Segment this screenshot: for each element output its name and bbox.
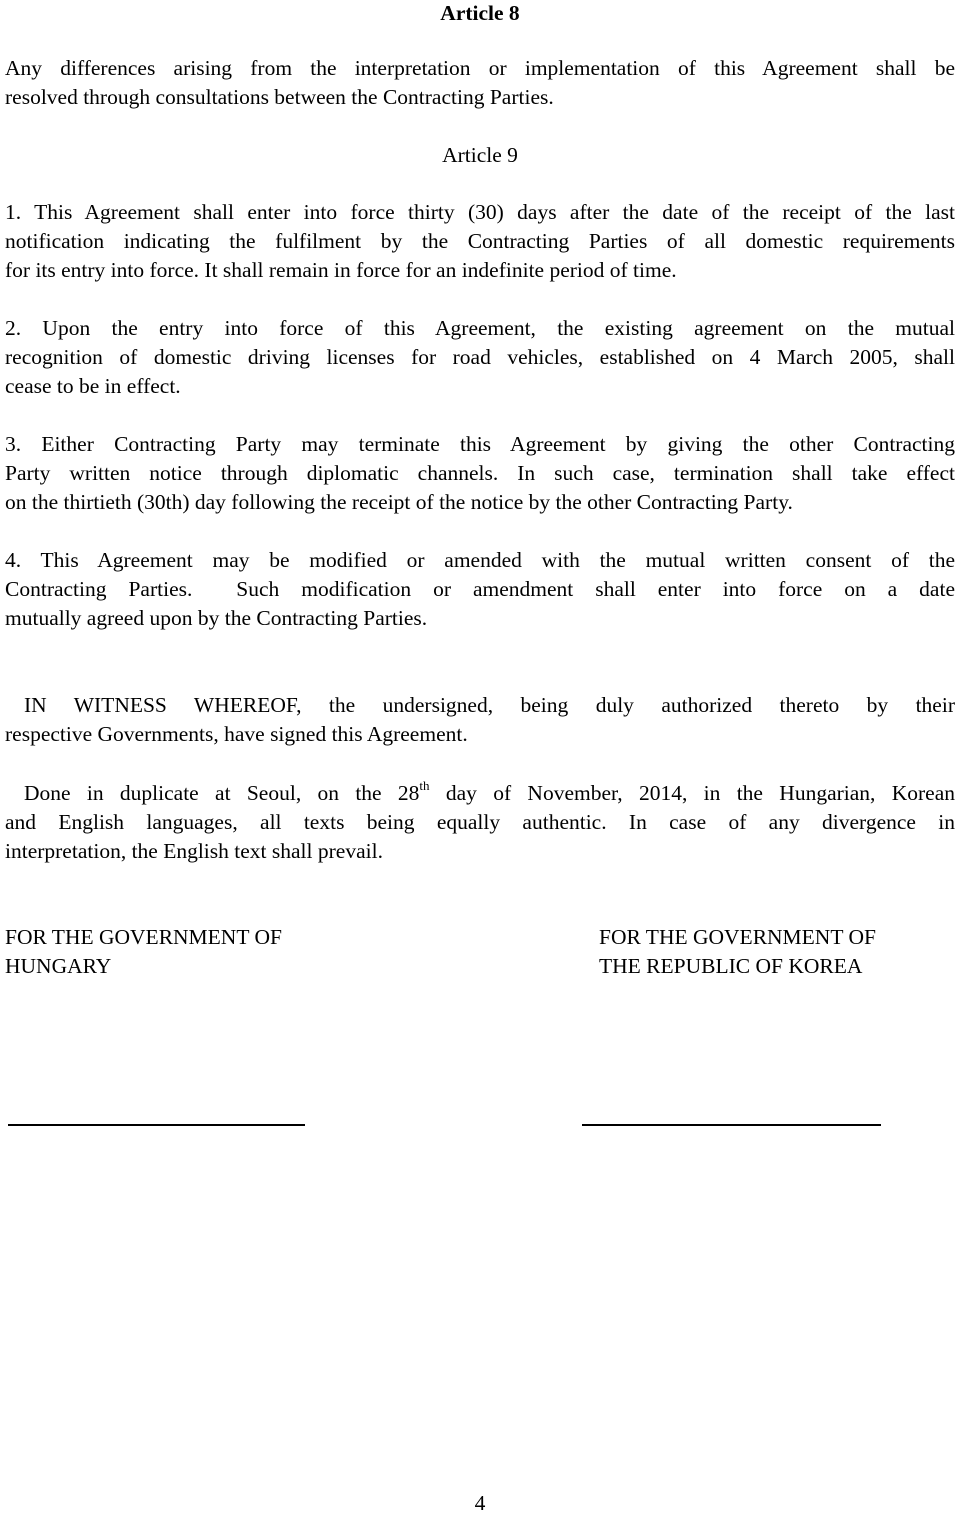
paragraph-line: 3. Either Contracting Party may terminate this Agreement by giving the other Contracting — [5, 432, 955, 456]
article-8-heading: Article 8 — [440, 1, 520, 25]
paragraph-line: 4. This Agreement may be modified or amended with the mutual written consent of the — [5, 548, 955, 572]
article-8-text-line: Any differences arising from the interpretation or implementation of this Agreement shall be — [5, 56, 955, 80]
paragraph-line: 1. This Agreement shall enter into force thirty (30) days after the date of the receipt of the last — [5, 200, 955, 224]
article-9-paragraph-1 — [5, 198, 955, 285]
done-line-text: day of November, 2014, in the Hungarian, Korean — [429, 781, 955, 805]
paragraph-line: recognition of domestic driving licenses for road vehicles, established on 4 March 2005, shall — [5, 345, 955, 369]
article-8-text — [5, 54, 955, 112]
ordinal-suffix: th — [419, 777, 430, 793]
article-8-text-line: resolved through consultations between the Contracting Parties. — [5, 85, 554, 109]
paragraph-line: mutually agreed upon by the Contracting Parties. — [5, 606, 428, 630]
signatory-country: THE REPUBLIC OF KOREA — [599, 954, 863, 978]
done-line: interpretation, the English text shall prevail. — [5, 839, 383, 863]
signatory-country: HUNGARY — [5, 954, 112, 978]
signature-line-korea — [582, 1124, 881, 1126]
signature-line-hungary — [8, 1124, 305, 1126]
article-9-paragraph-2 — [5, 314, 955, 401]
done-clause — [5, 779, 955, 866]
signature-block-korea — [599, 923, 876, 981]
signature-block-hungary — [5, 923, 282, 981]
paragraph-line: on the thirtieth (30th) day following the receipt of the notice by the other Contracting Party. — [5, 490, 793, 514]
paragraph-line: for its entry into force. It shall remain in force for an indefinite period of time. — [5, 258, 677, 282]
paragraph-line: Party written notice through diplomatic channels. In such case, termination shall take effect — [5, 461, 955, 485]
witness-clause — [5, 691, 955, 749]
article-9-heading: Article 9 — [442, 143, 518, 167]
paragraph-line: Contracting Parties. Such modification or amendment shall enter into force on a date — [5, 577, 955, 601]
paragraph-line: notification indicating the fulfilment by the Contracting Parties of all domestic requirements — [5, 229, 955, 253]
paragraph-line: 2. Upon the entry into force of this Agreement, the existing agreement on the mutual — [5, 316, 955, 340]
witness-line-text: IN WITNESS WHEREOF, the undersigned, being duly authorized thereto by their — [24, 693, 955, 717]
signatory-label: FOR THE GOVERNMENT OF — [5, 925, 282, 949]
paragraph-line: cease to be in effect. — [5, 374, 181, 398]
signatory-label: FOR THE GOVERNMENT OF — [599, 925, 876, 949]
witness-line: respective Governments, have signed this Agreement. — [5, 722, 468, 746]
witness-line — [5, 691, 955, 720]
done-line — [5, 779, 955, 808]
article-9-paragraph-4 — [5, 546, 955, 633]
article-9-paragraph-3 — [5, 430, 955, 517]
page-number: 4 — [474, 1491, 486, 1515]
done-line-text: Done in duplicate at Seoul, on the 28 — [24, 781, 420, 805]
done-line: and English languages, all texts being equally authentic. In case of any divergence in — [5, 810, 955, 834]
